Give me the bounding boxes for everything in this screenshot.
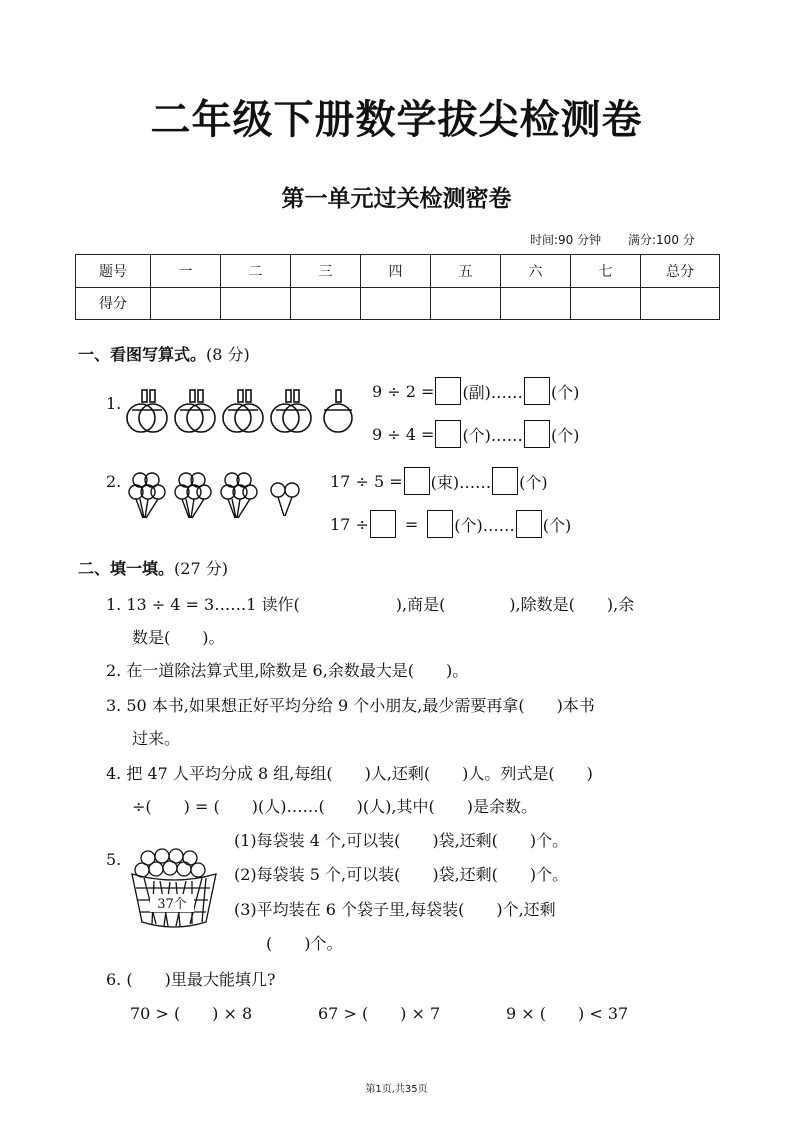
equation-text: 17 ÷ — [330, 514, 369, 534]
score-cell: 五 — [431, 255, 501, 288]
score-cell: 一 — [151, 255, 221, 288]
equation-1b — [372, 420, 579, 448]
question-line: 6. ( )里最大能填几? — [106, 970, 276, 989]
equation-text: 17 ÷ 5 = — [330, 471, 403, 491]
score-cell: 六 — [501, 255, 571, 288]
question-line: 3. 50 本书,如果想正好平均分给 9 个小朋友,最少需要再拿( )本书 — [106, 696, 595, 715]
answer-box[interactable] — [524, 377, 550, 405]
question-number: 1. — [106, 394, 122, 413]
score-cell: 二 — [221, 255, 291, 288]
section-2-heading — [78, 556, 228, 579]
score-input-cell[interactable] — [361, 287, 431, 320]
answer-box[interactable] — [516, 510, 542, 538]
equation-text: = — [404, 514, 419, 534]
inequality-c: 9 × ( ) < 37 — [506, 1004, 629, 1023]
score-input-cell[interactable] — [221, 287, 291, 320]
score-table — [75, 254, 720, 320]
score-cell: 得分 — [76, 287, 151, 320]
answer-box[interactable] — [435, 377, 461, 405]
score-cell: 七 — [571, 255, 641, 288]
question-line: 数是( )。 — [132, 628, 225, 647]
equation-unit: (个)…… — [454, 515, 515, 535]
equation-unit: (个) — [550, 425, 580, 445]
score-input-cell[interactable] — [431, 287, 501, 320]
balloon-illustration — [128, 470, 308, 522]
score-table-header-row — [76, 255, 720, 288]
question-line: 过来。 — [132, 729, 181, 748]
basket-label: 37个 — [157, 897, 187, 912]
score-cell: 题号 — [76, 255, 151, 288]
question-line: ÷( ) = ( )(人)……( )(人),其中( )是余数。 — [132, 797, 537, 816]
answer-box[interactable] — [524, 420, 550, 448]
score-table-score-row — [76, 287, 720, 320]
question-line: 4. 把 47 人平均分成 8 组,每组( )人,还剩( )人。列式是( ) — [106, 764, 593, 783]
answer-box[interactable] — [427, 510, 453, 538]
equation-unit: (副)…… — [462, 382, 523, 402]
answer-box[interactable] — [404, 467, 430, 495]
equation-unit: (个) — [519, 472, 548, 492]
question-number: 2. — [106, 472, 122, 491]
section-2-points: (27 分) — [174, 559, 228, 578]
apple-basket-illustration — [130, 848, 218, 930]
section-1-title: 一、看图写算式。 — [78, 345, 207, 364]
question-line: ( )个。 — [266, 934, 343, 953]
question-line: 1. 13 ÷ 4 = 3……1 读作( ),商是( ),除数是( ),余 — [106, 595, 635, 614]
equation-2a — [330, 467, 548, 495]
score-input-cell[interactable] — [571, 287, 641, 320]
answer-box[interactable] — [370, 510, 396, 538]
inequality-b: 67 > ( ) × 7 — [318, 1004, 441, 1023]
equation-unit: (束)…… — [430, 472, 492, 492]
paddle-illustration — [128, 388, 356, 438]
section-2-title: 二、填一填。 — [78, 559, 175, 578]
inequality-a: 70 > ( ) × 8 — [130, 1004, 253, 1023]
equation-text: 9 ÷ 2 = — [372, 381, 435, 401]
full-score: 满分:100 分 — [628, 233, 695, 247]
equation-text: 9 ÷ 4 = — [372, 424, 435, 444]
score-input-cell[interactable] — [501, 287, 571, 320]
score-cell: 四 — [361, 255, 431, 288]
equation-2b — [330, 510, 571, 538]
section-1-points: (8 分) — [206, 345, 250, 364]
page-footer: 第1页,共35页 — [365, 1084, 428, 1095]
equation-unit: (个) — [542, 515, 572, 535]
page-subtitle: 第一单元过关检测密卷 — [281, 186, 512, 212]
answer-box[interactable] — [435, 420, 461, 448]
exam-time: 时间:90 分钟 — [530, 233, 602, 247]
question-line: (1)每袋装 4 个,可以装( )袋,还剩( )个。 — [234, 831, 569, 850]
answer-box[interactable] — [492, 467, 518, 495]
score-input-cell[interactable] — [291, 287, 361, 320]
page-title: 二年级下册数学拔尖检测卷 — [150, 97, 643, 143]
score-input-cell[interactable] — [641, 287, 720, 320]
score-cell: 总分 — [641, 255, 720, 288]
score-cell: 三 — [291, 255, 361, 288]
section-1-heading — [78, 342, 250, 365]
question-line: (3)平均装在 6 个袋子里,每袋装( )个,还剩 — [234, 900, 556, 919]
equation-unit: (个) — [550, 382, 580, 402]
equation-1a — [372, 377, 579, 405]
equation-unit: (个)…… — [462, 425, 523, 445]
question-line: 2. 在一道除法算式里,除数是 6,余数最大是( )。 — [106, 661, 469, 680]
score-input-cell[interactable] — [151, 287, 221, 320]
question-line: (2)每袋装 5 个,可以装( )袋,还剩( )个。 — [234, 865, 569, 884]
question-number: 5. — [106, 850, 122, 869]
